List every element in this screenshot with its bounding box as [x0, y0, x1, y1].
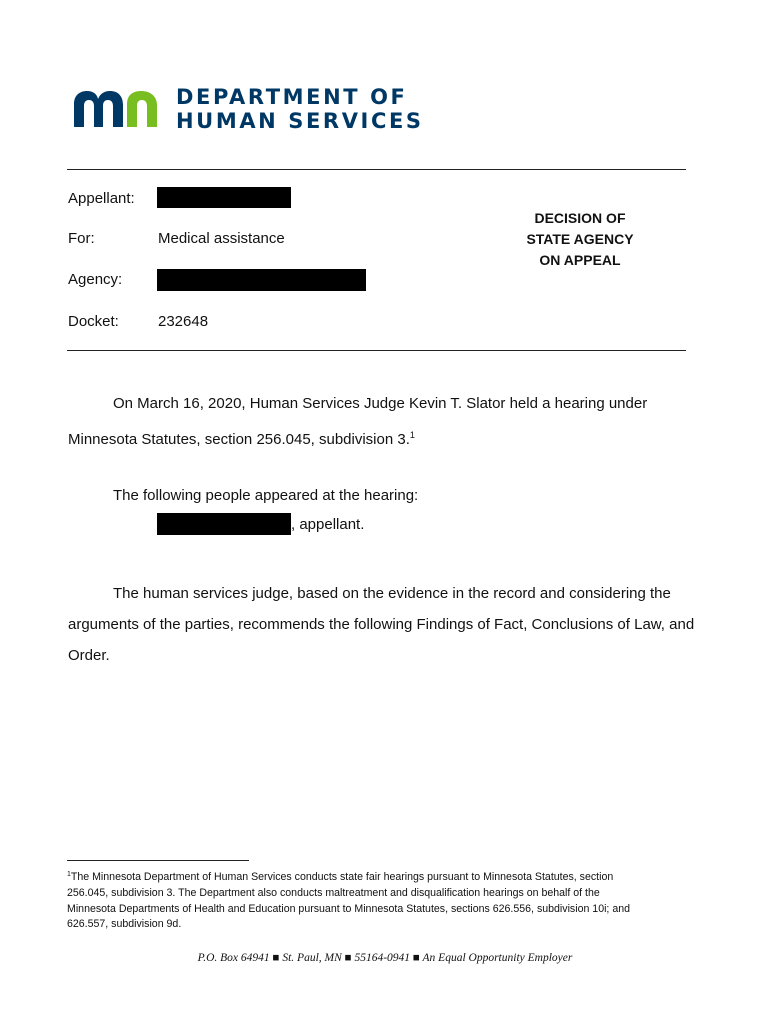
paragraph-1-line-2-text: Minnesota Statutes, section 256.045, subdivision 3.	[68, 431, 410, 448]
footnote	[67, 867, 692, 933]
decision-title	[505, 208, 655, 271]
decision-title-line-1: DECISION OF	[534, 210, 626, 226]
agency-redaction	[157, 269, 366, 291]
paragraph-1-line-2	[68, 426, 415, 449]
docket-value: 232648	[158, 313, 209, 330]
paragraph-2-line-1: The following people appeared at the hearing:	[113, 487, 419, 504]
for-label: For:	[68, 230, 95, 247]
decision-title-line-3: ON APPEAL	[539, 252, 621, 268]
agency-label: Agency:	[68, 271, 123, 288]
paragraph-3-line-2: arguments of the parties, recommends the following Findings of Fact, Conclusions of Law, and	[68, 616, 695, 633]
paragraph-2-appellant-suffix: , appellant.	[291, 516, 365, 533]
for-value: Medical assistance	[158, 230, 285, 247]
paragraph-3-line-3: Order.	[68, 647, 110, 664]
docket-label: Docket:	[68, 313, 119, 330]
paragraph-1-line-1: On March 16, 2020, Human Services Judge Kevin T. Slator held a hearing under	[113, 395, 648, 412]
paragraph-3-line-1: The human services judge, based on the evidence in the record and considering the	[113, 585, 671, 602]
appellant-name-redaction	[157, 513, 291, 535]
footnote-line-4: 626.557, subdivision 9d.	[67, 918, 182, 931]
decision-title-line-2: STATE AGENCY	[526, 231, 634, 247]
logo-line-1: DEPARTMENT OF	[176, 85, 408, 109]
middle-divider	[67, 350, 686, 351]
appellant-redaction	[157, 187, 291, 208]
footnote-divider	[67, 860, 249, 861]
top-divider	[67, 169, 686, 170]
footer-address: P.O. Box 64941 ■ St. Paul, MN ■ 55164-0941 ■ An Equal Opportunity Employer	[197, 952, 573, 964]
appellant-label: Appellant:	[68, 190, 135, 207]
logo-line-2: HUMAN SERVICES	[176, 109, 424, 133]
footnote-line-2: 256.045, subdivision 3. The Department also conducts maltreatment and disqualification hearings on behalf of the	[67, 886, 600, 899]
footnote-number: 1	[67, 871, 71, 878]
footnote-line-1-text: The Minnesota Department of Human Services conducts state fair hearings pursuant to Minnesota Statutes, section	[70, 871, 614, 883]
footnote-reference[interactable]: 1	[409, 430, 415, 440]
footnote-line-3: Minnesota Departments of Health and Education pursuant to Minnesota Statutes, sections 626.556, subdivision 10i; and	[67, 902, 630, 915]
footnote-line-1	[67, 867, 692, 886]
mn-logo-icon	[68, 86, 162, 128]
